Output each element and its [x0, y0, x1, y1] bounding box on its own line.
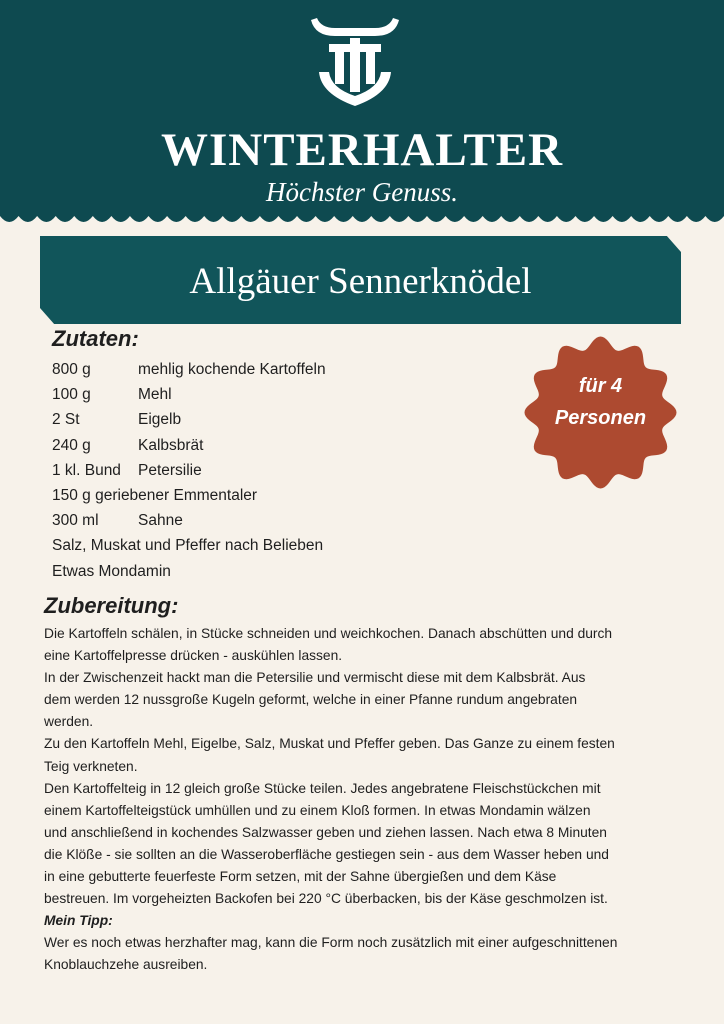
- ingredient-name: Mehl: [138, 386, 172, 404]
- preparation-line: Zu den Kartoffeln Mehl, Eigelbe, Salz, Muskat und Pfeffer geben. Das Ganze zu einem festen: [44, 736, 615, 752]
- preparation-heading: Zubereitung:: [44, 593, 179, 618]
- ingredient-quantity: 1 kl. Bund: [52, 461, 121, 479]
- tip-line: Wer es noch etwas herzhafter mag, kann die Form noch zusätzlich mit einer aufgeschnittenen: [44, 935, 618, 951]
- ingredient-row: [52, 458, 492, 483]
- ingredients-list: [52, 357, 492, 584]
- recipe-title: Allgäuer Sennerknödel: [189, 261, 532, 302]
- preparation-line: einem Kartoffelteigstück umhüllen und zu einem Kloß formen. In etwas Mondamin wälzen: [44, 802, 591, 818]
- scalloped-header-edge: [0, 210, 724, 228]
- ingredient-quantity: 240 g: [52, 436, 91, 454]
- tip-line: Knoblauchzehe ausreiben.: [44, 957, 208, 973]
- preparation-line: dem werden 12 nussgroße Kugeln geformt, welche in einer Pfanne rundum angebraten: [44, 692, 578, 708]
- preparation-line: Teig verkneten.: [44, 758, 138, 774]
- preparation-line: Die Kartoffeln schälen, in Stücke schneiden und weichkochen. Danach abschütten und durch: [44, 626, 613, 641]
- ingredient-name: Sahne: [138, 512, 183, 530]
- preparation-line: die Klöße - sie sollten an die Wasseroberfläche gestiegen sein - aus dem Wasser heben und: [44, 846, 609, 862]
- ingredient-row: 150 g geriebener Emmentaler: [52, 486, 258, 504]
- preparation-line: in eine gebutterte feuerfeste Form setzen, mit der Sahne übergießen und dem Käse: [44, 869, 557, 885]
- brand-name: WINTERHALTER: [160, 124, 564, 176]
- preparation-text: [44, 623, 684, 977]
- ingredient-name: mehlig kochende Kartoffeln: [138, 361, 326, 378]
- ingredient-name: Kalbsbrät: [138, 436, 204, 454]
- preparation-line: eine Kartoffelpresse drücken - auskühlen lassen.: [44, 648, 343, 664]
- brand-slogan: Höchster Genuss.: [266, 177, 458, 207]
- preparation-line: werden.: [44, 714, 94, 730]
- ingredient-quantity: 300 ml: [52, 512, 99, 530]
- winterhalter-anchor-logo-icon: [305, 14, 405, 110]
- servings-unit: Personen: [554, 407, 647, 429]
- preparation-line: und anschließend in kochendes Salzwasser geben und ziehen lassen. Nach etwa 8 Minuten: [44, 824, 607, 840]
- ingredient-row: Etwas Mondamin: [52, 562, 171, 580]
- ingredients-heading: Zutaten:: [52, 326, 139, 351]
- ingredient-quantity: 800 g: [52, 361, 91, 378]
- ingredient-quantity: 100 g: [52, 386, 91, 404]
- ingredient-row: [52, 508, 492, 533]
- servings-count: für 4: [578, 375, 623, 397]
- preparation-line: bestreuen. Im vorgeheizten Backofen bei 220 °C überbacken, bis der Käse geschmolzen ist.: [44, 891, 608, 907]
- ingredient-name: Petersilie: [138, 461, 202, 479]
- ingredient-row: [52, 382, 492, 407]
- tip-heading: Mein Tipp:: [44, 913, 113, 929]
- ingredient-row: [52, 357, 492, 382]
- servings-label: [523, 370, 678, 434]
- ingredient-name: Eigelb: [138, 411, 182, 429]
- ingredient-quantity: 2 St: [52, 411, 80, 429]
- preparation-line: In der Zwischenzeit hackt man die Petersilie und vermischt diese mit dem Kalbsbrät. Aus: [44, 670, 586, 686]
- ingredient-row: Salz, Muskat und Pfeffer nach Belieben: [52, 537, 324, 555]
- preparation-line: Den Kartoffelteig in 12 gleich große Stücke teilen. Jedes angebratene Fleischstückchen mit: [44, 780, 601, 796]
- ingredient-row: [52, 407, 492, 432]
- ingredient-row: [52, 433, 492, 458]
